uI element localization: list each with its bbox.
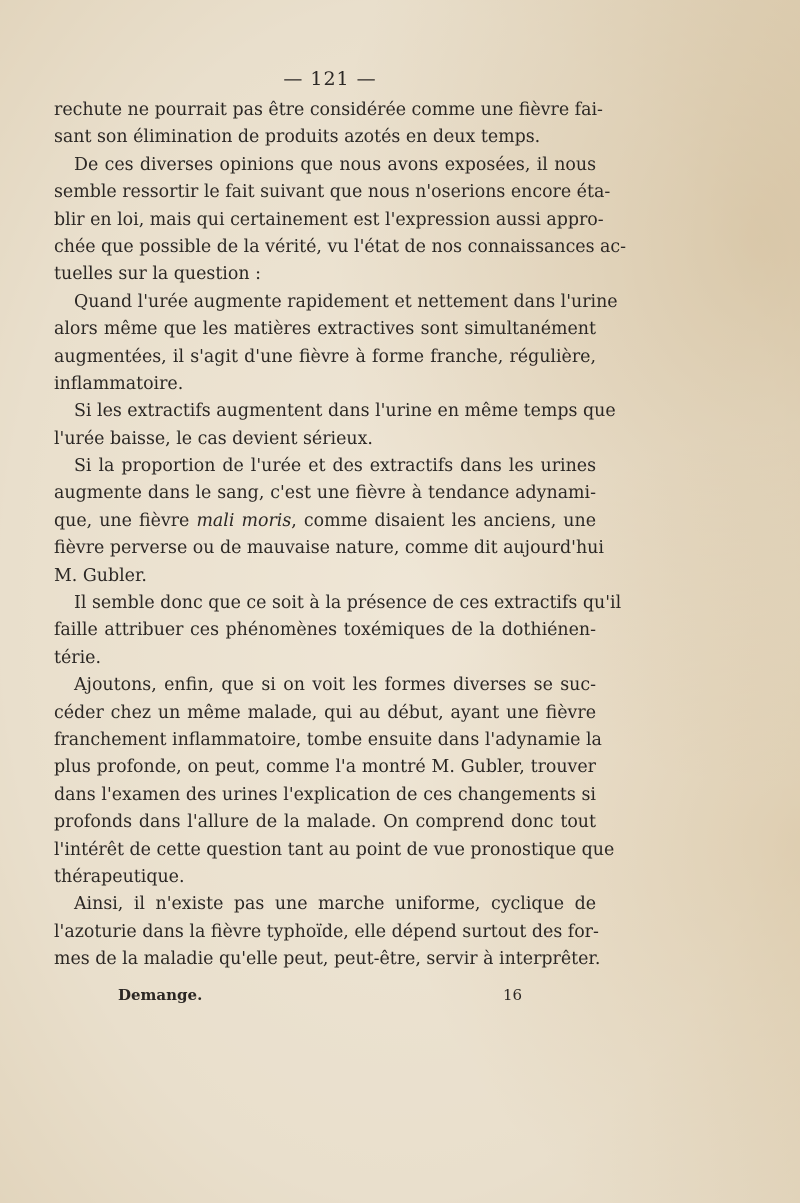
footer-author: Demange. bbox=[118, 986, 203, 1004]
text-line: dans l'examen des urines l'explication de ces changements si bbox=[54, 784, 596, 805]
text-line: fièvre perverse ou de mauvaise nature, comme dit aujourd'hui bbox=[54, 538, 604, 559]
text-line: l'azoturie dans la fièvre typhoïde, elle dépend surtout des for- bbox=[54, 921, 599, 942]
text-line-mixed bbox=[54, 508, 596, 535]
text-line: sant son élimination de produits azotés en deux temps. bbox=[54, 127, 541, 148]
text-line: Quand l'urée augmente rapidement et nettement dans l'urine bbox=[74, 291, 618, 312]
text-line: franchement inflammatoire, tombe ensuite dans l'adynamie la bbox=[54, 729, 602, 750]
text-line: l'urée baisse, le cas devient sérieux. bbox=[54, 428, 373, 449]
text-line: céder chez un même malade, qui au début, ayant une fièvre bbox=[54, 702, 596, 723]
page-number: — 121 — bbox=[283, 68, 377, 90]
text-line: thérapeutique. bbox=[54, 866, 185, 887]
text-line: faille attribuer ces phénomènes toxémiques de la dothiénen- bbox=[54, 620, 596, 641]
italic-phrase: mali moris bbox=[196, 510, 292, 531]
text-line: Il semble donc que ce soit à la présence de ces extractifs qu'il bbox=[74, 593, 622, 614]
text-line: M. Gubler. bbox=[54, 565, 147, 586]
text-line: mes de la maladie qu'elle peut, peut-être, servir à interprêter. bbox=[54, 949, 601, 970]
text-line: inflammatoire. bbox=[54, 373, 184, 394]
text-line: augmentées, il s'agit d'une fièvre à forme franche, régulière, bbox=[54, 346, 596, 367]
text-line: l'intérêt de cette question tant au point de vue pronostique que bbox=[54, 839, 615, 860]
text-line: Ajoutons, enfin, que si on voit les formes diverses se suc- bbox=[74, 675, 596, 696]
text-line: De ces diverses opinions que nous avons exposées, il nous bbox=[74, 154, 596, 175]
text-line: semble ressortir le fait suivant que nous n'oserions encore éta- bbox=[54, 182, 611, 203]
text-segment: , comme disaient les anciens, une bbox=[291, 510, 597, 531]
text-line: augmente dans le sang, c'est une fièvre à tendance adynami- bbox=[54, 483, 596, 504]
text-line: plus profonde, on peut, comme l'a montré M. Gubler, trouver bbox=[54, 757, 596, 778]
text-line: alors même que les matières extractives sont simultanément bbox=[54, 319, 596, 340]
text-line: Si les extractifs augmentent dans l'urine en même temps que bbox=[74, 401, 616, 422]
text-segment: que, une fièvre bbox=[54, 510, 190, 531]
text-line: Si la proportion de l'urée et des extractifs dans les urines bbox=[74, 456, 596, 477]
body-text bbox=[54, 97, 627, 974]
footer-signature: 16 bbox=[503, 986, 523, 1004]
text-line: Ainsi, il n'existe pas une marche uniforme, cyclique de bbox=[74, 894, 596, 915]
text-line: rechute ne pourrait pas être considérée comme une fièvre fai- bbox=[54, 100, 603, 120]
text-line: blir en loi, mais qui certainement est l'expression aussi appro- bbox=[54, 209, 604, 230]
text-line: tuelles sur la question : bbox=[54, 264, 261, 285]
text-line: chée que possible de la vérité, vu l'état de nos connaissances ac- bbox=[54, 236, 627, 257]
text-line: profonds dans l'allure de la malade. On comprend donc tout bbox=[54, 812, 596, 833]
text-line: térie. bbox=[54, 647, 101, 668]
